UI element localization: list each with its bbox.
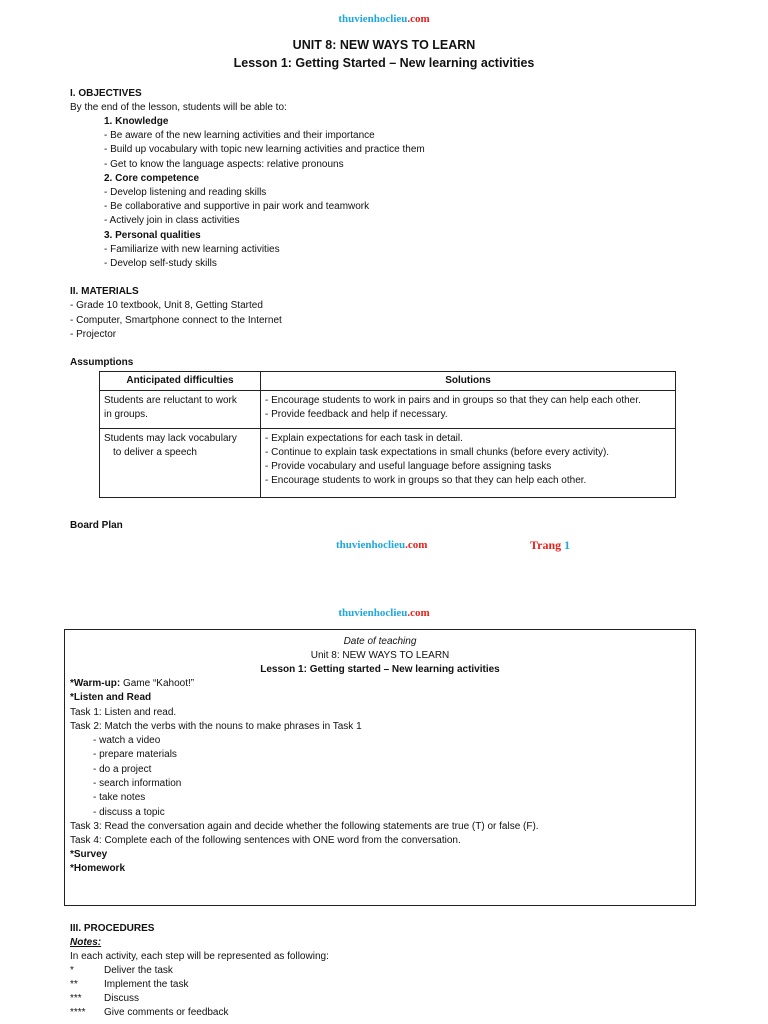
site-domain: .com bbox=[407, 13, 430, 25]
core-item: - Be collaborative and supportive in pair work and teamwork bbox=[104, 201, 370, 212]
page-label: Trang bbox=[530, 538, 562, 552]
procedure-step bbox=[70, 978, 188, 992]
board-unit: Unit 8: NEW WAYS TO LEARN bbox=[310, 650, 450, 661]
materials-item: - Computer, Smartphone connect to the Internet bbox=[70, 315, 282, 326]
column-header: Anticipated difficulties bbox=[100, 372, 261, 391]
cell-line: - Continue to explain task expectations in small chunks (before every activity). bbox=[265, 447, 610, 458]
board-phrase: - take notes bbox=[93, 792, 146, 803]
step-mark: *** bbox=[70, 993, 82, 1004]
assumptions-table bbox=[99, 371, 676, 498]
board-warmup bbox=[70, 677, 194, 691]
unit-title: UNIT 8: NEW WAYS TO LEARN bbox=[292, 38, 476, 52]
cell-line: to deliver a speech bbox=[113, 447, 197, 458]
table-row bbox=[100, 391, 676, 429]
personal-item: - Develop self-study skills bbox=[104, 258, 217, 269]
lesson-title: Lesson 1: Getting Started – New learning activities bbox=[233, 56, 535, 70]
procedure-step bbox=[70, 1006, 229, 1020]
core-item: - Develop listening and reading skills bbox=[104, 187, 267, 198]
page-number bbox=[530, 538, 570, 553]
assumptions-heading: Assumptions bbox=[70, 357, 134, 368]
site-footer bbox=[336, 539, 427, 551]
cell-line: Students are reluctant to work bbox=[104, 395, 237, 406]
objectives-heading: I. OBJECTIVES bbox=[70, 88, 142, 99]
step-text: Discuss bbox=[104, 993, 140, 1004]
site-name: thuvienhoclieu bbox=[336, 539, 406, 551]
materials-item: - Grade 10 textbook, Unit 8, Getting Started bbox=[70, 300, 263, 311]
materials-item: - Projector bbox=[70, 329, 117, 340]
knowledge-item: - Be aware of the new learning activities and their importance bbox=[104, 130, 375, 141]
knowledge-item: - Get to know the language aspects: relative pronouns bbox=[104, 159, 344, 170]
site-header bbox=[0, 13, 768, 25]
page-value: 1 bbox=[564, 538, 571, 552]
warmup-text: Game “Kahoot!” bbox=[120, 678, 195, 689]
difficulty-cell bbox=[100, 429, 261, 498]
site-domain: .com bbox=[405, 539, 428, 551]
notes-label: Notes: bbox=[70, 937, 102, 948]
site-domain: .com bbox=[407, 607, 430, 619]
cell-line: Students may lack vocabulary bbox=[104, 433, 237, 444]
procedures-intro: In each activity, each step will be represented as following: bbox=[70, 951, 329, 962]
site-header bbox=[0, 607, 768, 619]
step-text: Implement the task bbox=[104, 979, 189, 990]
knowledge-item: - Build up vocabulary with topic new learning activities and practice them bbox=[104, 144, 425, 155]
board-date: Date of teaching bbox=[343, 636, 417, 647]
procedure-step bbox=[70, 992, 139, 1006]
board-plan-box bbox=[64, 629, 696, 906]
step-mark: **** bbox=[70, 1007, 86, 1018]
column-header: Solutions bbox=[261, 372, 676, 391]
cell-line: - Provide vocabulary and useful language before assigning tasks bbox=[265, 461, 552, 472]
cell-line: - Encourage students to work in groups so that they can help each other. bbox=[265, 475, 587, 486]
board-task: Task 2: Match the verbs with the nouns to make phrases in Task 1 bbox=[70, 721, 362, 732]
warmup-label: *Warm-up: bbox=[70, 678, 121, 689]
solutions-cell bbox=[261, 429, 676, 498]
step-mark: ** bbox=[70, 979, 78, 990]
knowledge-heading: 1. Knowledge bbox=[104, 116, 169, 127]
cell-line: - Provide feedback and help if necessary. bbox=[265, 409, 448, 420]
step-text: Deliver the task bbox=[104, 965, 173, 976]
board-phrase: - do a project bbox=[93, 764, 152, 775]
board-plan-heading: Board Plan bbox=[70, 520, 123, 531]
cell-line: - Explain expectations for each task in detail. bbox=[265, 433, 463, 444]
table-header-row bbox=[100, 372, 676, 391]
board-listen-read: *Listen and Read bbox=[70, 692, 152, 703]
materials-heading: II. MATERIALS bbox=[70, 286, 139, 297]
table-row bbox=[100, 429, 676, 498]
personal-item: - Familiarize with new learning activities bbox=[104, 244, 280, 255]
procedure-step bbox=[70, 964, 173, 978]
board-lesson: Lesson 1: Getting started – New learning activities bbox=[260, 664, 500, 675]
step-mark: * bbox=[70, 965, 74, 976]
cell-line: in groups. bbox=[104, 409, 148, 420]
board-phrase: - watch a video bbox=[93, 735, 161, 746]
personal-heading: 3. Personal qualities bbox=[104, 230, 201, 241]
board-phrase: - prepare materials bbox=[93, 749, 177, 760]
core-heading: 2. Core competence bbox=[104, 173, 200, 184]
board-task: Task 4: Complete each of the following sentences with ONE word from the conversation. bbox=[70, 835, 461, 846]
board-homework: *Homework bbox=[70, 863, 126, 874]
step-text: Give comments or feedback bbox=[104, 1007, 229, 1018]
board-task: Task 1: Listen and read. bbox=[70, 707, 177, 718]
board-survey: *Survey bbox=[70, 849, 108, 860]
board-phrase: - search information bbox=[93, 778, 182, 789]
board-phrase: - discuss a topic bbox=[93, 807, 165, 818]
core-item: - Actively join in class activities bbox=[104, 215, 240, 226]
site-name: thuvienhoclieu bbox=[338, 607, 408, 619]
cell-line: - Encourage students to work in pairs and in groups so that they can help each other. bbox=[265, 395, 641, 406]
difficulty-cell bbox=[100, 391, 261, 429]
objectives-intro: By the end of the lesson, students will be able to: bbox=[70, 102, 287, 113]
site-name: thuvienhoclieu bbox=[338, 13, 408, 25]
board-task: Task 3: Read the conversation again and decide whether the following statements are true (T) or false (F). bbox=[70, 821, 539, 832]
solutions-cell bbox=[261, 391, 676, 429]
procedures-heading: III. PROCEDURES bbox=[70, 923, 155, 934]
